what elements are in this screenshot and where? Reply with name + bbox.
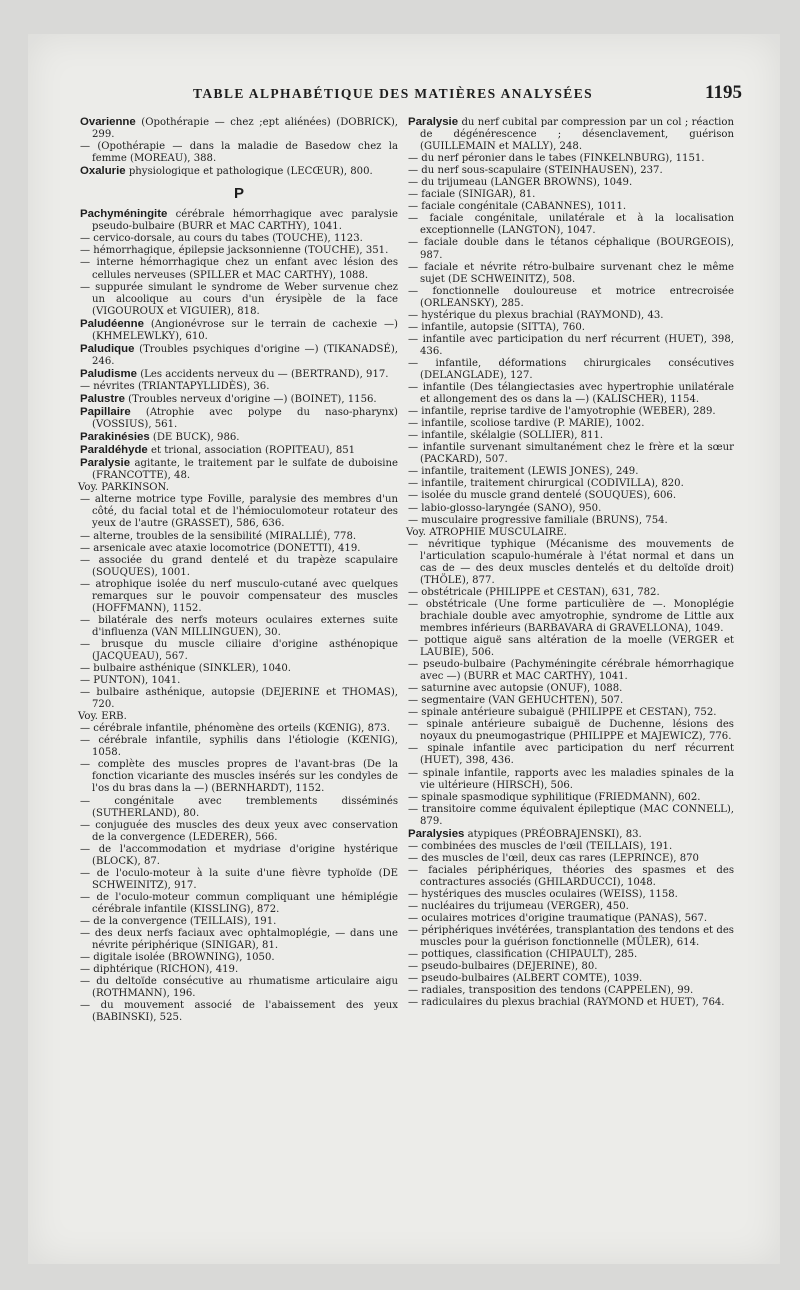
- running-header: [28, 84, 780, 108]
- entry-text: — névritique typhique (Mécanisme des mouvements de l'articulation scapulo-humérale à l'état normal et dans un cas de — des deux muscles dentelés et du deltoïde droit) (THÖLE), 877.: [408, 538, 734, 586]
- entry-text: (Atrophie avec polype du naso-pharynx) (VOSSIUS), 561.: [92, 407, 398, 431]
- index-entry: [80, 431, 398, 444]
- index-entry: [408, 286, 734, 310]
- index-entry: [408, 985, 734, 997]
- index-entry: [408, 925, 734, 949]
- index-entry: [408, 659, 734, 683]
- index-entry: [80, 1000, 398, 1024]
- entry-text: atypiques (PRÉOBRAJENSKI), 83.: [467, 828, 642, 840]
- entry-text: — infantile avec participation du nerf récurrent (HUET), 398, 436.: [408, 333, 734, 357]
- entry-heading: Paraldéhyde: [80, 444, 148, 457]
- header-title: TABLE ALPHABÉTIQUE DES MATIÈRES ANALYSÉES: [193, 86, 594, 101]
- index-entry: [408, 153, 734, 165]
- index-entry: [80, 343, 398, 368]
- entry-text: — diphtérique (RICHON), 419.: [80, 964, 239, 976]
- index-entry: [80, 916, 398, 928]
- index-entry: [408, 334, 734, 358]
- index-entry: [80, 928, 398, 952]
- index-entry: [408, 997, 734, 1009]
- entry-text: — combinées des muscles de l'œil (TEILLAIS), 191.: [408, 840, 673, 852]
- index-entry: [408, 719, 734, 743]
- index-entry: [80, 494, 398, 530]
- entry-text: — PUNTON), 1041.: [80, 675, 181, 687]
- entry-text: — périphériques invétérées, transplantation des tendons et des muscles pour la guérison fonctionnelle (MÜLER), 614.: [408, 925, 734, 949]
- entry-text: — pottiques, classification (CHIPAULT), 285.: [408, 949, 638, 961]
- index-entry: [408, 792, 734, 804]
- entry-heading: Ovarienne: [80, 116, 136, 128]
- entry-text: — arsenicale avec ataxie locomotrice (DONETTI), 419.: [80, 542, 361, 554]
- entry-text: — congénitale avec tremblements disséminés (SUTHERLAND), 80.: [80, 795, 398, 819]
- index-entry: [80, 964, 398, 976]
- index-entry: [80, 257, 398, 281]
- entry-text: — de l'oculo-moteur commun compliquant une hémiplégie cérébrale infantile (KISSLING), 872.: [80, 891, 398, 915]
- entry-text: — faciale et névrite rétro-bulbaire survenant chez le même sujet (DE SCHWEINITZ), 508.: [408, 261, 734, 285]
- entry-text: et trional, association (ROPITEAU), 851: [150, 445, 356, 457]
- entry-text: — conjuguée des muscles des deux yeux avec conservation de la convergence (LEDERER), 566.: [80, 819, 398, 843]
- index-entry: [408, 382, 734, 406]
- index-entry: [80, 687, 398, 711]
- entry-text: — faciale congénitale (CABANNES), 1011.: [408, 201, 627, 213]
- entry-text: — faciale congénitale, unilatérale et à la localisation exceptionnelle (LANGTON), 1047.: [408, 213, 734, 237]
- index-entry: [80, 615, 398, 639]
- entry-text: — labio-glosso-laryngée (SANO), 950.: [408, 502, 602, 514]
- index-entry: [408, 515, 734, 527]
- entry-text: — atrophique isolée du nerf musculo-cutané avec quelques remarques sur le pouvoir compensateur des muscles (HOFFMANN), 1152.: [80, 578, 398, 614]
- entry-text: — (Opothérapie — dans la maladie de Basedow chez la femme (MOREAU), 388.: [80, 141, 398, 165]
- index-entry: [80, 233, 398, 245]
- entry-text: — oculaires motrices d'origine traumatique (PANAS), 567.: [408, 913, 708, 925]
- index-entry: [80, 116, 398, 141]
- entry-text: — spinale infantile, rapports avec les maladies spinales de la vie ultérieure (HIRSCH), 506.: [408, 767, 734, 791]
- entry-text: — faciale (SINIGAR), 81.: [408, 189, 536, 201]
- entry-text: — pseudo-bulbaires (DEJERINE), 80.: [408, 961, 598, 973]
- index-entry: [80, 368, 398, 381]
- entry-text: — faciales périphériques, théories des spasmes et des contractures associés (GHILARDUCCI), 1048.: [408, 864, 734, 888]
- entry-text: — cérébrale infantile, syphilis dans l'étiologie (KŒNIG), 1058.: [80, 735, 398, 759]
- index-entry: [408, 949, 734, 961]
- index-entry: [80, 543, 398, 555]
- index-entry: [408, 901, 734, 913]
- index-entry: [80, 444, 398, 457]
- index-entry: [80, 282, 398, 318]
- entry-text: — bilatérale des nerfs moteurs oculaires externes suite d'influenza (VAN MILLINGUEN), 30.: [80, 614, 398, 638]
- entry-text: physiologique et pathologique (LECŒUR), 800.: [128, 166, 373, 178]
- index-entry: [408, 768, 734, 792]
- entry-text: — faciale double dans le tétanos céphalique (BOURGEOIS), 987.: [408, 237, 734, 261]
- entry-text: (Troubles psychiques d'origine —) (TIKANADSÉ), 246.: [92, 343, 398, 367]
- index-entry: [80, 820, 398, 844]
- entry-text: — des muscles de l'œil, deux cas rares (LEPRINCE), 870: [408, 852, 699, 864]
- index-entry: [408, 322, 734, 334]
- entry-text: — radiales, transposition des tendons (CAPPELEN), 99.: [408, 985, 694, 997]
- entry-text: — du mouvement associé de l'abaissement des yeux (BABINSKI), 525.: [80, 1000, 398, 1024]
- index-entry: [408, 358, 734, 382]
- index-entry: [408, 889, 734, 901]
- entry-text: (Angionévrose sur le terrain de cachexie —) (KHMELEWLKY), 610.: [92, 318, 398, 342]
- entry-text: — associée du grand dentelé et du trapèze scapulaire (SOUQUES), 1001.: [80, 554, 398, 578]
- index-entry: [408, 683, 734, 695]
- entry-text: — du deltoïde consécutive au rhumatisme articulaire aigu (ROTHMANN), 196.: [80, 976, 398, 1000]
- index-entry: [408, 430, 734, 442]
- entry-text: — infantile, traitement chirurgical (CODIVILLA), 820.: [408, 478, 684, 490]
- entry-heading: Pachyméningite: [80, 208, 168, 221]
- entry-text: agitante, le traitement par le sulfate de duboisine (FRANCOTTE), 48.: [92, 458, 398, 482]
- index-entry: [408, 961, 734, 973]
- entry-text: — de l'accommodation et mydriase d'origine hystérique (BLOCK), 87.: [80, 843, 398, 867]
- entry-text: — cérébrale infantile, phénomène des orteils (KŒNIG), 873.: [80, 723, 391, 735]
- index-entry: [408, 310, 734, 322]
- entry-text: — infantile survenant simultanément chez le frère et la sœur (PACKARD), 507.: [408, 442, 734, 466]
- index-entry: [80, 318, 398, 343]
- entry-text: — hystériques des muscles oculaires (WEISS), 1158.: [408, 889, 678, 900]
- index-entry: [80, 868, 398, 892]
- index-entry: [408, 503, 734, 515]
- entry-heading: Paludique: [80, 342, 135, 355]
- index-entry: [80, 844, 398, 868]
- index-entry: [408, 189, 734, 201]
- index-entry: [408, 177, 734, 189]
- index-entry: [408, 201, 734, 213]
- index-entry: [408, 490, 734, 502]
- entry-text: — interne hémorrhagique chez un enfant avec lésion des cellules nerveuses (SPILLER et MAC CARTHY), 1088.: [80, 257, 398, 281]
- index-entry: [408, 213, 734, 237]
- entry-heading: Palustre: [80, 392, 125, 405]
- see-also-reference: Voy. ATROPHIE MUSCULAIRE.: [406, 526, 567, 538]
- index-entry: [80, 952, 398, 964]
- section-letter: P: [233, 185, 244, 203]
- entry-text: — infantile, déformations chirurgicales consécutives (DELANGLADE), 127.: [408, 357, 734, 381]
- entry-text: — du nerf péronier dans le tabes (FINKELNBURG), 1151.: [408, 153, 705, 165]
- index-entry: [80, 141, 398, 165]
- entry-text: — digitale isolée (BROWNING), 1050.: [80, 952, 275, 964]
- entry-text: — névrites (TRIANTAPYLLIDÈS), 36.: [80, 380, 270, 392]
- entry-text: — suppurée simulant le syndrome de Weber survenue chez un alcoolique au cours d'un érysipèle de la face (VIGOUROUX et VIGUIER), 818.: [80, 281, 398, 317]
- entry-text: — alterne, troubles de la sensibilité (MIRALLIÉ), 778.: [80, 530, 357, 542]
- entry-text: — du nerf sous-scapulaire (STEINHAUSEN), 237.: [408, 165, 663, 177]
- index-entry: [408, 707, 734, 719]
- index-entry: [408, 237, 734, 261]
- index-entry: [80, 892, 398, 916]
- index-entry: [408, 587, 734, 599]
- index-entry: [408, 539, 734, 587]
- entry-text: — infantile, skélalgie (SOLLIER), 811.: [408, 430, 604, 442]
- entry-text: — spinale infantile avec participation du nerf récurrent (HUET), 398, 436.: [408, 743, 734, 767]
- entry-text: — saturnine avec autopsie (ONUF), 1088.: [408, 683, 623, 695]
- index-entry: [408, 865, 734, 889]
- entry-text: — pseudo-bulbaire (Pachyméningite cérébrale hémorrhagique avec —) (BURR et MAC CARTHY), 1041.: [408, 659, 734, 683]
- entry-heading: Papillaire: [80, 406, 131, 419]
- index-entry: [80, 555, 398, 579]
- entry-text: — du trijumeau (LANGER BROWNS), 1049.: [408, 177, 633, 189]
- index-entry: [408, 599, 734, 635]
- entry-text: — isolée du muscle grand dentelé (SOUQUES), 606.: [408, 490, 677, 502]
- right-column: [408, 116, 734, 1009]
- index-entry: [80, 208, 398, 233]
- entry-text: — spinale spasmodique syphilitique (FRIEDMANN), 602.: [408, 791, 701, 803]
- entry-text: — obstétricale (PHILIPPE et CESTAN), 631, 782.: [408, 586, 660, 598]
- entry-text: — infantile, scoliose tardive (P. MARIE), 1002.: [408, 418, 645, 430]
- index-entry: [80, 381, 398, 393]
- index-entry: [408, 406, 734, 418]
- entry-heading: Oxalurie: [80, 165, 126, 178]
- entry-text: (Troubles nerveux d'origine —) (BOINET), 1156.: [128, 393, 377, 405]
- entry-heading: Paralysies: [408, 827, 465, 840]
- index-entry: [408, 635, 734, 659]
- entry-text: — des deux nerfs faciaux avec ophtalmoplégie, — dans une névrite périphérique (SINIGAR), 81.: [80, 928, 398, 952]
- index-entry: [80, 579, 398, 615]
- entry-heading: Paralysie: [80, 457, 131, 470]
- entry-text: — spinale antérieure subaiguë (PHILIPPE et CESTAN), 752.: [408, 707, 717, 719]
- entry-heading: Parakinésies: [80, 431, 150, 444]
- index-entry: [408, 165, 734, 177]
- index-entry: [408, 466, 734, 478]
- entry-text: — bulbaire asthénique, autopsie (DEJERINE et THOMAS), 720.: [80, 687, 398, 711]
- index-entry: [80, 735, 398, 759]
- page-number: 1195: [705, 82, 742, 103]
- entry-text: — pottique aiguë sans altération de la moelle (VERGER et LAUBIE), 506.: [408, 635, 734, 659]
- index-entry: [408, 262, 734, 286]
- entry-heading: Paludisme: [80, 367, 137, 380]
- index-entry: [80, 393, 398, 406]
- index-entry: [80, 531, 398, 543]
- index-entry: [408, 743, 734, 767]
- entry-text: — de l'oculo-moteur à la suite d'une fièvre typhoïde (DE SCHWEINITZ), 917.: [80, 867, 398, 891]
- entry-text: — obstétricale (Une forme particulière de —. Monoplégie brachiale double avec amyotrophie, syndrome de Little aux membres inférieurs (BARBAVARA di GRAVELLONA), 1049.: [408, 598, 734, 634]
- entry-text: — infantile, autopsie (SITTA), 760.: [408, 321, 585, 333]
- entry-text: — infantile (Des télangiectasies avec hypertrophie unilatérale et allongement des os dans la —) (KALISCHER), 1154.: [408, 382, 734, 406]
- entry-text: — nucléaires du trijumeau (VERGER), 450.: [408, 901, 629, 913]
- entry-text: — complète des muscles propres de l'avant-bras (De la fonction vicariante des muscles insérés sur les condyles de l'os du bras dans la —) (BERNHARDT), 1152.: [80, 759, 398, 795]
- index-entry: [408, 913, 734, 925]
- index-entry: [80, 796, 398, 820]
- index-entry: [80, 759, 398, 795]
- index-entry: [80, 723, 398, 735]
- index-entry: [408, 116, 734, 153]
- entry-text: (DE BUCK), 986.: [152, 432, 240, 444]
- index-entry: [408, 973, 734, 985]
- index-entry: [80, 639, 398, 663]
- entry-text: — pseudo-bulbaires (ALBERT COMTE), 1039.: [408, 973, 643, 985]
- entry-text: — hémorrhagique, épilepsie jacksonnienne (TOUCHE), 351.: [80, 245, 389, 257]
- entry-text: — bulbaire asthénique (SINKLER), 1040.: [80, 663, 291, 675]
- index-entry: [408, 478, 734, 490]
- entry-text: — segmentaire (VAN GEHUCHTEN), 507.: [408, 695, 624, 707]
- entry-text: — transitoire comme équivalent épileptique (MAC CONNELL), 879.: [408, 803, 734, 827]
- entry-text: — fonctionnelle douloureuse et motrice entrecroisée (ORLEANSKY), 285.: [408, 285, 734, 309]
- index-entry: [80, 663, 398, 675]
- entry-text: — radiculaires du plexus brachial (RAYMOND et HUET), 764.: [408, 997, 725, 1009]
- see-also-reference: Voy. ERB.: [78, 711, 127, 723]
- entry-text: — spinale antérieure subaiguë de Duchenne, lésions des noyaux du pneumogastrique (PHILIPPE et MAJEWICZ), 776.: [408, 719, 734, 743]
- entry-text: — hystérique du plexus brachial (RAYMOND), 43.: [408, 309, 664, 321]
- entry-text: — infantile, reprise tardive de l'amyotrophie (WEBER), 289.: [408, 406, 716, 418]
- index-entry: [408, 442, 734, 466]
- entry-text: — infantile, traitement (LEWIS JONES), 249.: [408, 466, 639, 478]
- index-entry: [408, 853, 734, 865]
- index-entry: [408, 418, 734, 430]
- entry-text: — de la convergence (TEILLAIS), 191.: [80, 916, 277, 927]
- entry-heading: Paralysie: [408, 116, 459, 128]
- entry-text: — musculaire progressive familiale (BRUNS), 754.: [408, 514, 668, 526]
- index-entry: [80, 457, 398, 482]
- index-entry: [80, 675, 398, 687]
- page: [28, 34, 780, 1264]
- index-entry: [408, 804, 734, 828]
- index-entry: [408, 695, 734, 707]
- entry-text: (Opothérapie — chez ;ept aliénées) (DOBRICK), 299.: [92, 117, 398, 141]
- entry-heading: Paludéenne: [80, 317, 144, 330]
- left-column: [80, 116, 398, 1024]
- entry-text: du nerf cubital par compression par un col ; réaction de dégénérescence ; désenclavement, guérison (GUILLEMAIN et MALLY), 248.: [420, 117, 734, 153]
- entry-text: — alterne motrice type Foville, paralysie des membres d'un côté, du facial total et de l'hémioculomoteur rotateur des yeux de l'autre (GRASSET), 586, 636.: [80, 494, 398, 530]
- index-entry: [408, 828, 734, 841]
- see-also-reference: Voy. PARKINSON.: [78, 482, 169, 494]
- index-entry: [80, 245, 398, 257]
- index-entry: [408, 841, 734, 853]
- index-entry: [80, 406, 398, 431]
- entry-text: (Les accidents nerveux du — (BERTRAND), 917.: [140, 368, 389, 380]
- index-entry: [80, 976, 398, 1000]
- entry-text: — brusque du muscle ciliaire d'origine asthénopique (JACQUEAU), 567.: [80, 638, 398, 662]
- entry-text: cérébrale hémorrhagique avec paralysie pseudo-bulbaire (BURR et MAC CARTHY), 1041.: [92, 209, 398, 233]
- index-entry: [80, 165, 398, 178]
- entry-text: — cervico-dorsale, au cours du tabes (TOUCHE), 1123.: [80, 233, 363, 245]
